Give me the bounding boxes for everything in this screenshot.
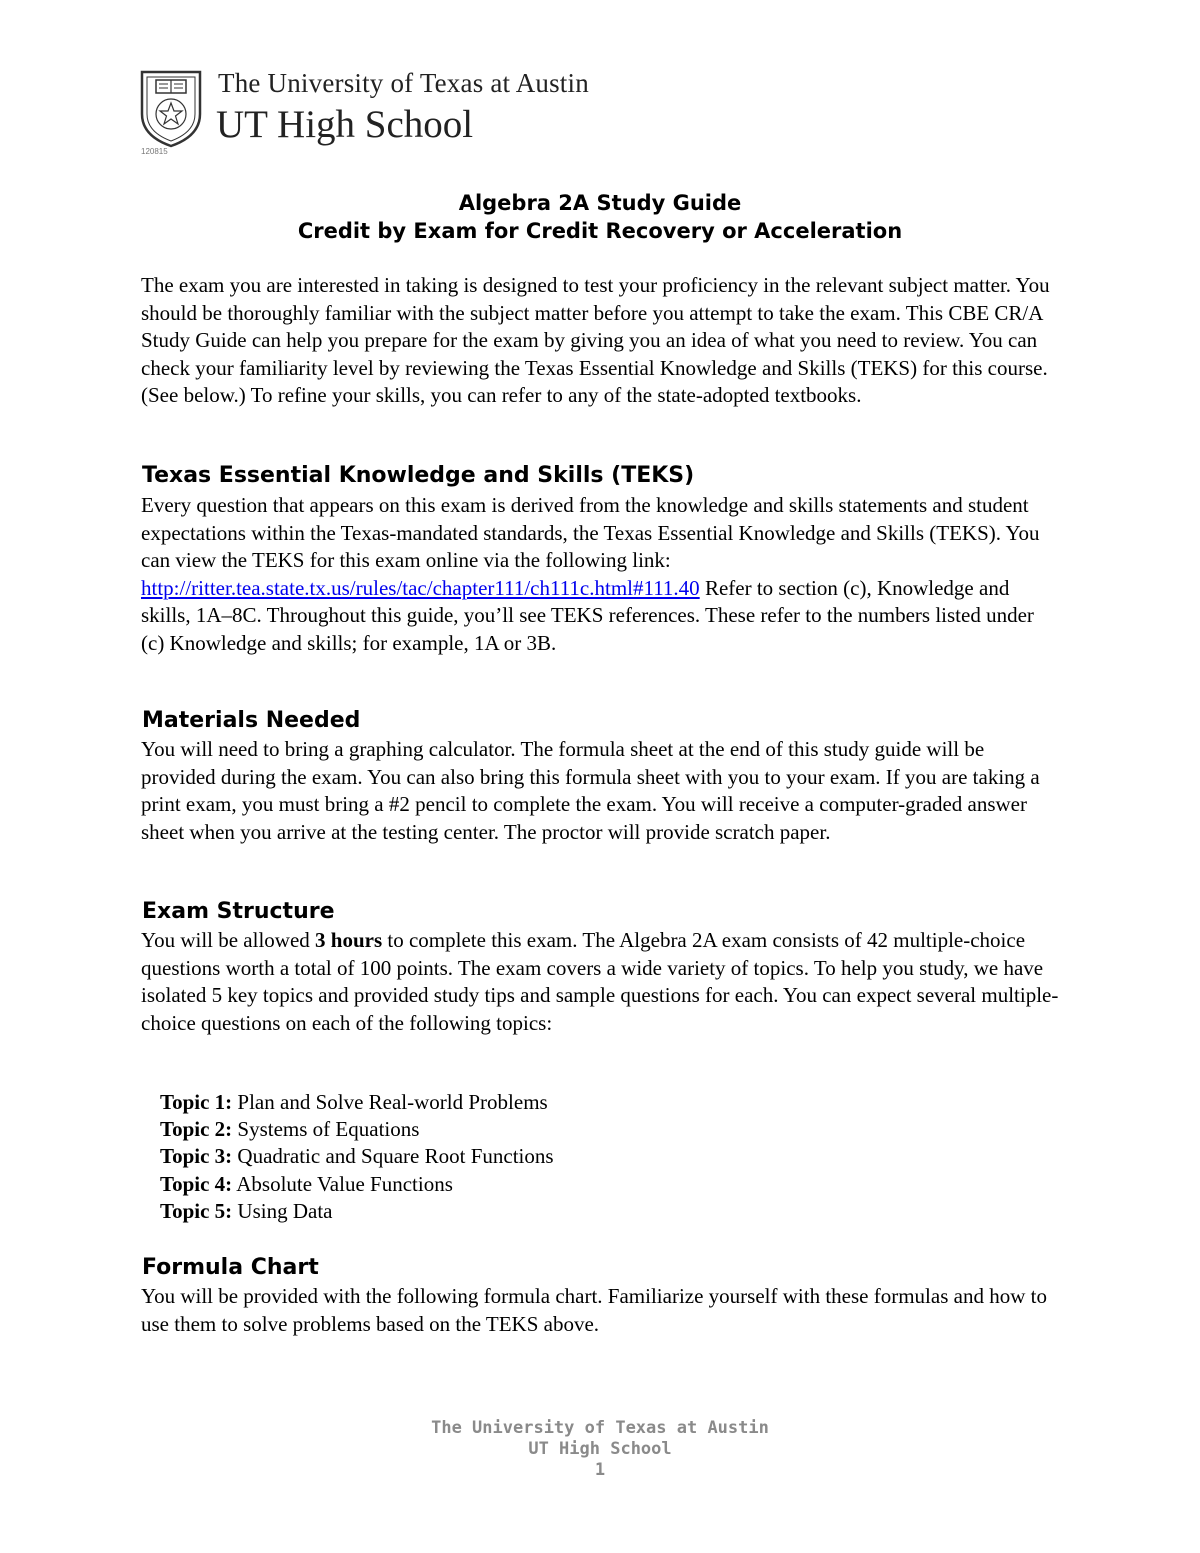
teks-text-cont: Refer to section (c), Knowledge and skills, 1A–8C. Throughout this guide, you’ll see TEKS references. These refer to the numbers listed under (c) Knowledge and skills; for example, 1A or 3B.	[141, 575, 1034, 655]
topic-name: Using Data	[232, 1198, 333, 1223]
exam-duration: 3 hours	[315, 928, 383, 952]
materials-paragraph: You will need to bring a graphing calculator. The formula sheet at the end of this study guide will be provided during the exam. You can also bring this formula sheet with you to your exam. If you are taking a print exam, you must bring a #2 pencil to complete the exam. You will receive a computer-graded answer sheet when you arrive at the testing center. The proctor will provide scratch paper.	[141, 737, 1040, 844]
teks-link[interactable]: http://ritter.tea.state.tx.us/rules/tac/chapter111/ch111c.html#111.40	[141, 575, 700, 600]
teks-text: Every question that appears on this exam is derived from the knowledge and skills statements and student expectations within the Texas-mandated standards, the Texas Essential Knowledge and Skills (TEKS). You can view the TEKS for this exam online via the following link:	[141, 493, 1040, 572]
topic-label: Topic 1:	[160, 1090, 233, 1114]
topic-label: Topic 3:	[160, 1144, 233, 1169]
list-item	[160, 1089, 554, 1116]
structure-heading: Exam Structure	[142, 899, 335, 924]
school-name: UT High School	[216, 103, 474, 146]
formula-heading: Formula Chart	[142, 1255, 319, 1280]
intro-paragraph: The exam you are interested in taking is designed to test your proficiency in the relevant subject matter. You should be thoroughly familiar with the subject matter before you attempt to take the exam. This CBE CR/A Study Guide can help you prepare for the exam by giving you an idea of what you need to review. You can check your familiarity level by reviewing the Texas Essential Knowledge and Skills (TEKS) for this course. (See below.) To refine your skills, you can refer to any of the state-adopted textbooks.	[141, 273, 1050, 407]
footer-school: UT High School	[528, 1439, 672, 1459]
structure-text-cont: to complete this exam. The Algebra 2A exam consists of 42 multiple-choice questions worth a total of 100 points. The exam covers a wide variety of topics. To help you study, we have isolated 5 key topics and provided study tips and sample questions for each. You can expect several multiple-choice questions on each of the following topics:	[141, 928, 1059, 1035]
page-number: 1	[594, 1460, 606, 1480]
seal-number: 120815	[141, 147, 168, 156]
topic-label: Topic 4:	[160, 1171, 233, 1196]
page-title: Algebra 2A Study Guide	[458, 191, 742, 215]
ut-seal-icon	[140, 70, 202, 148]
topic-name: Quadratic and Square Root Functions	[232, 1144, 554, 1169]
teks-heading: Texas Essential Knowledge and Skills (TEKS)	[142, 463, 695, 488]
list-item	[160, 1198, 554, 1225]
university-name: The University of Texas at Austin	[218, 68, 589, 98]
page-footer	[0, 1418, 1200, 1481]
topic-label: Topic 2:	[160, 1117, 233, 1142]
list-item	[160, 1171, 554, 1198]
list-item	[160, 1116, 554, 1143]
materials-heading: Materials Needed	[142, 708, 361, 733]
ut-logo	[140, 70, 610, 165]
topic-name: Plan and Solve Real-world Problems	[232, 1090, 548, 1114]
formula-paragraph: You will be provided with the following formula chart. Familiarize yourself with these formulas and how to use them to solve problems based on the TEKS above.	[141, 1284, 1047, 1336]
topic-list	[160, 1089, 554, 1225]
structure-text: You will be allowed	[141, 928, 316, 952]
list-item	[160, 1143, 554, 1170]
topic-label: Topic 5:	[160, 1198, 233, 1223]
structure-paragraph	[141, 927, 1061, 1037]
page-subtitle: Credit by Exam for Credit Recovery or Acceleration	[297, 219, 903, 243]
teks-paragraph	[141, 492, 1061, 657]
footer-university: The University of Texas at Austin	[431, 1418, 769, 1438]
topic-name: Absolute Value Functions	[232, 1171, 453, 1196]
topic-name: Systems of Equations	[232, 1117, 420, 1142]
